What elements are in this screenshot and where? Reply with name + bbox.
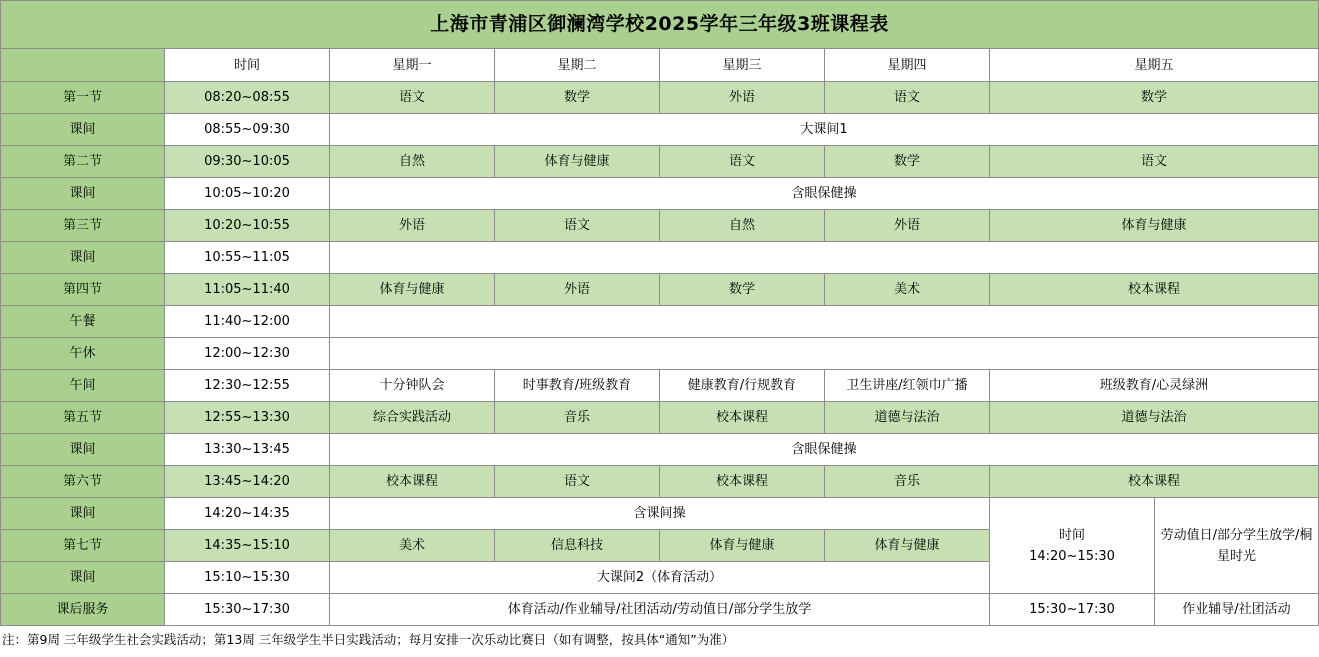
after-school-activities: 体育活动/作业辅导/社团活动/劳动值日/部分学生放学 [330, 594, 990, 626]
period-time: 15:30~17:30 [165, 594, 330, 626]
period-label: 课间 [0, 434, 165, 466]
header-thursday: 星期四 [825, 49, 990, 82]
period-label: 课间 [0, 562, 165, 594]
subject-monday: 综合实践活动 [330, 402, 495, 434]
period-time: 13:30~13:45 [165, 434, 330, 466]
break-activity: 含眼保健操 [330, 434, 1319, 466]
period-time: 08:55~09:30 [165, 114, 330, 146]
friday-service-activity: 作业辅导/社团活动 [1155, 594, 1319, 626]
period-time: 09:30~10:05 [165, 146, 330, 178]
subject-wednesday: 健康教育/行规教育 [660, 370, 825, 402]
subject-tuesday: 音乐 [495, 402, 660, 434]
period-time: 14:20~14:35 [165, 498, 330, 530]
period-time: 10:20~10:55 [165, 210, 330, 242]
period-time: 12:00~12:30 [165, 338, 330, 370]
subject-thursday: 外语 [825, 210, 990, 242]
period-label: 课间 [0, 178, 165, 210]
period-time: 11:05~11:40 [165, 274, 330, 306]
subject-tuesday: 外语 [495, 274, 660, 306]
subject-tuesday: 信息科技 [495, 530, 660, 562]
break-activity [330, 306, 1319, 338]
period-label: 午间 [0, 370, 165, 402]
subject-tuesday: 数学 [495, 82, 660, 114]
header-tuesday: 星期二 [495, 49, 660, 82]
header-wednesday: 星期三 [660, 49, 825, 82]
period-label: 课间 [0, 242, 165, 274]
break-activity: 含眼保健操 [330, 178, 1319, 210]
friday-time-label: 时间 [1058, 527, 1085, 543]
period-label: 第二节 [0, 146, 165, 178]
subject-tuesday: 体育与健康 [495, 146, 660, 178]
friday-afternoon-activity: 劳动值日/部分学生放学/桐星时光 [1155, 498, 1319, 594]
subject-thursday: 道德与法治 [825, 402, 990, 434]
period-label: 第七节 [0, 530, 165, 562]
subject-wednesday: 外语 [660, 82, 825, 114]
period-label: 课后服务 [0, 594, 165, 626]
break-activity: 大课间1 [330, 114, 1319, 146]
period-time: 10:05~10:20 [165, 178, 330, 210]
subject-friday: 数学 [990, 82, 1319, 114]
subject-thursday: 音乐 [825, 466, 990, 498]
period-time: 08:20~08:55 [165, 82, 330, 114]
friday-time-range: 14:20~15:30 [1029, 548, 1115, 564]
period-label: 课间 [0, 114, 165, 146]
subject-friday: 班级教育/心灵绿洲 [990, 370, 1319, 402]
period-label: 课间 [0, 498, 165, 530]
subject-wednesday: 校本课程 [660, 466, 825, 498]
break-activity [330, 242, 1319, 274]
period-time: 13:45~14:20 [165, 466, 330, 498]
subject-thursday: 体育与健康 [825, 530, 990, 562]
subject-wednesday: 校本课程 [660, 402, 825, 434]
subject-wednesday: 语文 [660, 146, 825, 178]
friday-afternoon-time [990, 498, 1155, 594]
subject-wednesday: 数学 [660, 274, 825, 306]
break-activity [330, 338, 1319, 370]
period-label: 第六节 [0, 466, 165, 498]
subject-monday: 自然 [330, 146, 495, 178]
subject-thursday: 卫生讲座/红领巾广播 [825, 370, 990, 402]
subject-tuesday: 语文 [495, 210, 660, 242]
period-label: 第三节 [0, 210, 165, 242]
subject-monday: 外语 [330, 210, 495, 242]
subject-tuesday: 时事教育/班级教育 [495, 370, 660, 402]
header-corner [0, 49, 165, 82]
subject-friday: 校本课程 [990, 274, 1319, 306]
period-time: 12:30~12:55 [165, 370, 330, 402]
break-activity: 含课间操 [330, 498, 990, 530]
period-time: 15:10~15:30 [165, 562, 330, 594]
subject-thursday: 美术 [825, 274, 990, 306]
friday-service-time: 15:30~17:30 [990, 594, 1155, 626]
period-time: 10:55~11:05 [165, 242, 330, 274]
period-label: 第四节 [0, 274, 165, 306]
period-label: 第一节 [0, 82, 165, 114]
subject-friday: 校本课程 [990, 466, 1319, 498]
timetable-title: 上海市青浦区御澜湾学校2025学年三年级3班课程表 [0, 0, 1319, 49]
subject-friday: 体育与健康 [990, 210, 1319, 242]
subject-monday: 校本课程 [330, 466, 495, 498]
period-time: 12:55~13:30 [165, 402, 330, 434]
subject-monday: 语文 [330, 82, 495, 114]
subject-friday: 语文 [990, 146, 1319, 178]
subject-monday: 体育与健康 [330, 274, 495, 306]
period-time: 11:40~12:00 [165, 306, 330, 338]
header-friday: 星期五 [990, 49, 1319, 82]
subject-friday: 道德与法治 [990, 402, 1319, 434]
period-time: 14:35~15:10 [165, 530, 330, 562]
header-time: 时间 [165, 49, 330, 82]
subject-monday: 十分钟队会 [330, 370, 495, 402]
subject-wednesday: 体育与健康 [660, 530, 825, 562]
period-label: 第五节 [0, 402, 165, 434]
break-activity: 大课间2（体育活动） [330, 562, 990, 594]
header-monday: 星期一 [330, 49, 495, 82]
subject-wednesday: 自然 [660, 210, 825, 242]
period-label: 午餐 [0, 306, 165, 338]
subject-tuesday: 语文 [495, 466, 660, 498]
subject-thursday: 语文 [825, 82, 990, 114]
period-label: 午休 [0, 338, 165, 370]
subject-thursday: 数学 [825, 146, 990, 178]
subject-monday: 美术 [330, 530, 495, 562]
footnote: 注：第9周 三年级学生社会实践活动；第13周 三年级学生半日实践活动；每月安排一次乐动比赛日（如有调整，按具体“通知”为准） [2, 632, 735, 647]
